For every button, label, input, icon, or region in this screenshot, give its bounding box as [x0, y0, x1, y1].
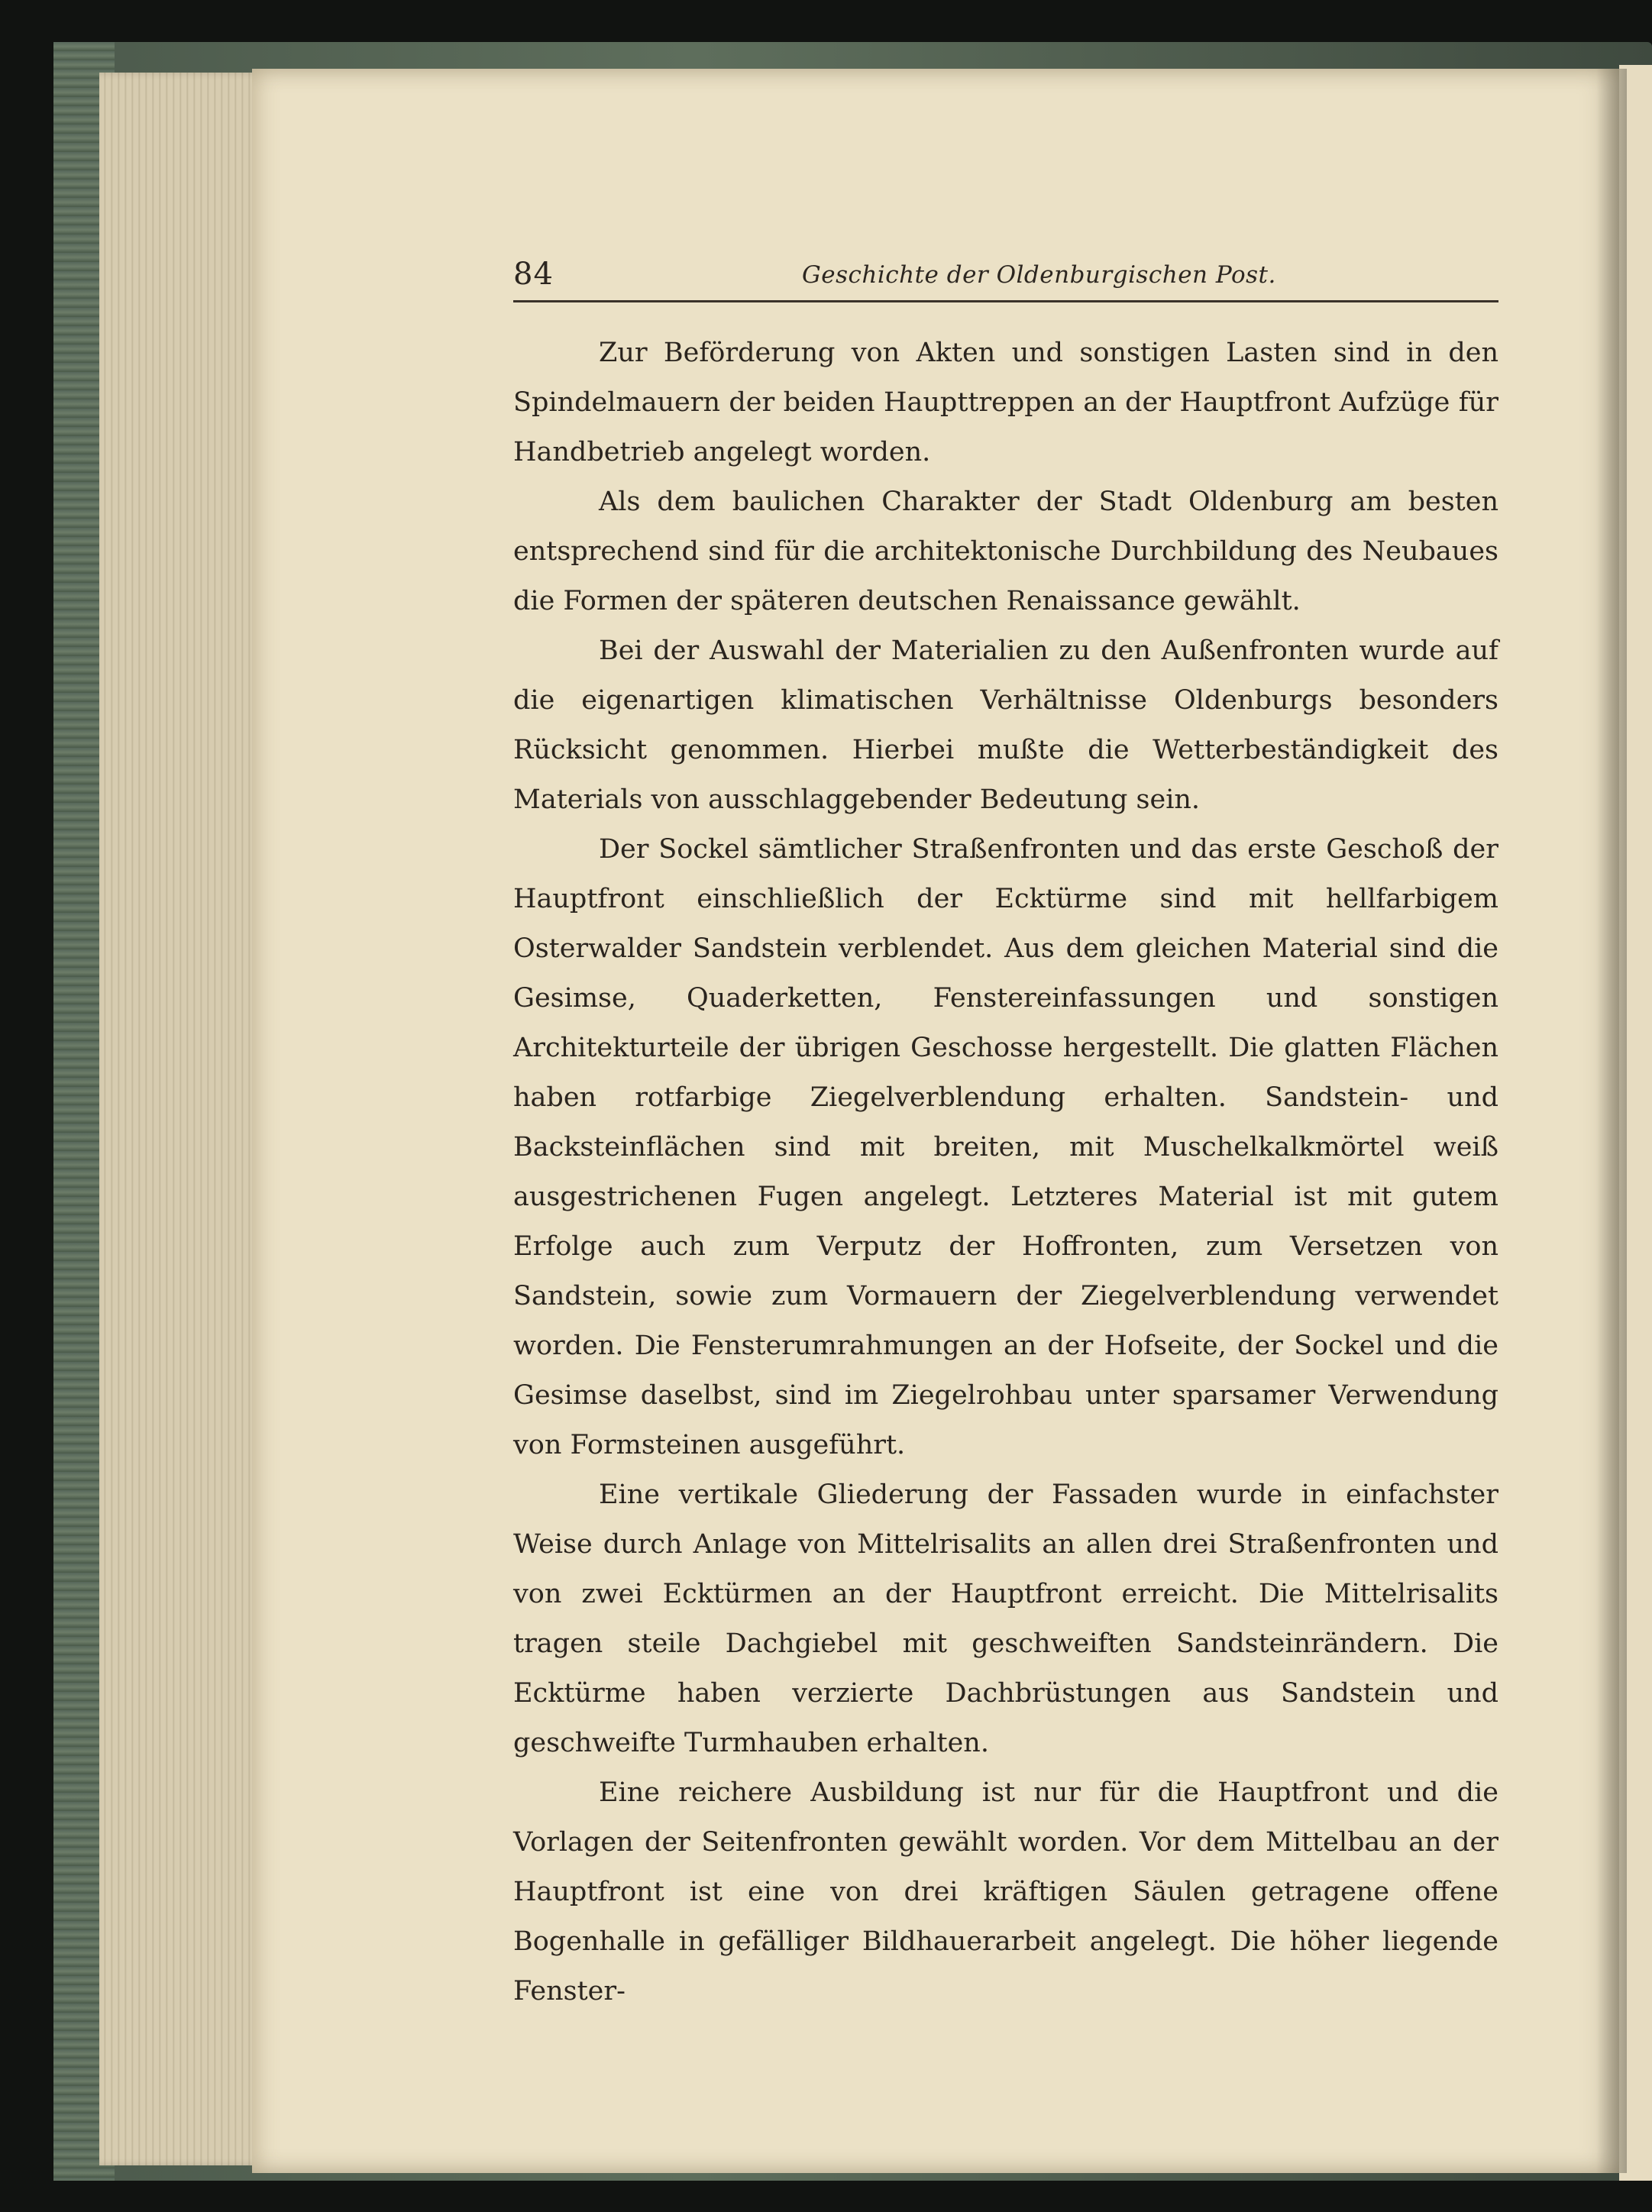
paragraph-3: Bei der Auswahl der Materialien zu den Außenfronten wurde auf die eigenartigen klimatischen Verhältnisse Oldenburgs besonders Rücksicht genommen. Hierbei mußte die Wetterbeständigkeit des Materials von ausschlaggebender Bedeutung sein. — [513, 635, 1498, 815]
page-header — [513, 252, 1498, 298]
paragraph-5: Eine vertikale Gliederung der Fassaden wurde in einfachster Weise durch Anlage von Mittelrisalits an allen drei Straßenfronten und von zwei Ecktürmen an der Hauptfront erreicht. Die Mittelrisalits tragen steile Dachgiebel mit geschweiften Sandsteinrändern. Die Ecktürme haben verzierte Dachbrüstungen aus Sandstein und geschweifte Turmhauben erhalten. — [513, 1480, 1498, 1758]
paragraph-2: Als dem baulichen Charakter der Stadt Oldenburg am besten entsprechend sind für die architektonische Durchbildung des Neubaues die Formen der späteren deutschen Renaissance gewählt. — [513, 487, 1498, 616]
page-stack-edge — [99, 73, 267, 2165]
paragraph-4: Der Sockel sämtlicher Straßenfronten und das erste Geschoß der Hauptfront einschließlich der Ecktürme sind mit hellfarbigem Osterwalder Sandstein verblendet. Aus dem gleichen Material sind die Gesimse, Quaderketten, Fenstereinfassungen und sonstigen Architekturteile der übrigen Geschosse hergestellt. Die glatten Flächen haben rotfarbige Ziegelverblendung erhalten. Sandstein- und Backsteinflächen sind mit breiten, mit Muschelkalkmörtel weiß ausgestrichenen Fugen angelegt. Letzteres Material ist mit gutem Erfolge auch zum Verputz der Hoffronten, zum Versetzen von Sandstein, sowie zum Vormauern der Ziegelverblendung verwendet worden. Die Fensterumrahmungen an der Hofseite, der Sockel und die Gesimse daselbst, sind im Ziegelrohbau unter sparsamer Verwendung von Formsteinen ausgeführt. — [513, 834, 1498, 1460]
page-body — [513, 328, 1498, 2016]
page-number: 84 — [513, 257, 554, 292]
header-rule — [513, 300, 1498, 302]
paragraph-1: Zur Beförderung von Akten und sonstigen Lasten sind in den Spindelmauern der beiden Haupttreppen an der Hauptfront Aufzüge für Handbetrieb angelegt worden. — [513, 338, 1498, 467]
gutter-shadow — [1596, 69, 1627, 2173]
paragraph-6: Eine reichere Ausbildung ist nur für die Hauptfront und die Vorlagen der Seitenfronten gewählt worden. Vor dem Mittelbau an der Hauptfront ist eine von drei kräftigen Säulen getragene offene Bogenhalle in gefälliger Bildhauerarbeit angelegt. Die höher liegende Fenster- — [513, 1777, 1498, 2007]
running-head: Geschichte der Oldenburgischen Post. — [802, 261, 1276, 289]
